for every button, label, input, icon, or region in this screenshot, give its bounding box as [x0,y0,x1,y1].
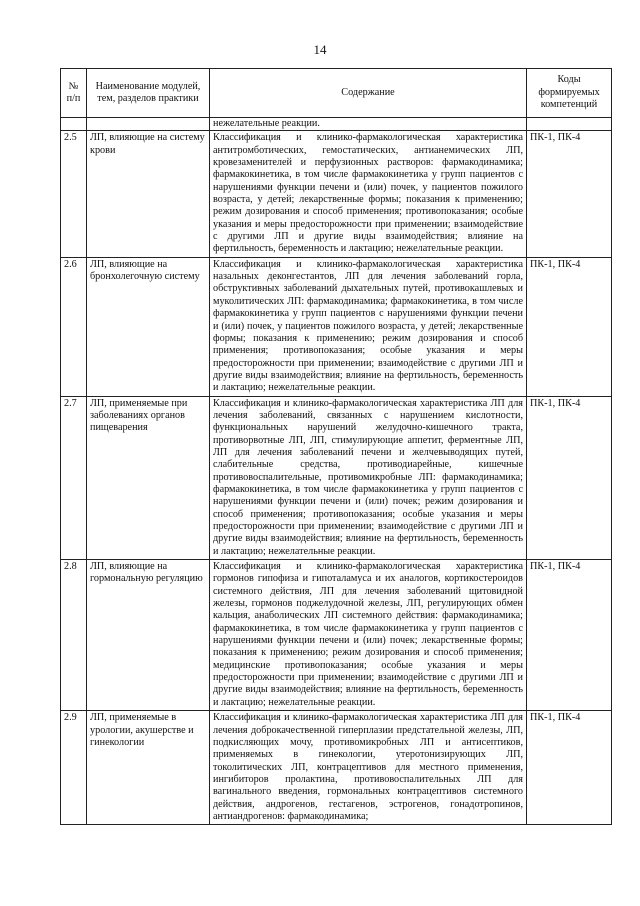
cell-num: 2.7 [61,396,87,559]
cell-codes: ПК-1, ПК-4 [527,257,612,396]
cell-module: ЛП, влияющие на систему крови [87,131,210,257]
cell-content: Классификация и клинико-фармакологическая характеристика ЛП для лечения доброкачественной гиперплазии предстательной железы, ЛП, подкисляющих мочу, противомикробных ЛП и антисептиков, применяемых в гинекологии, утеротонизирующих ЛП, токолитических ЛП, контрацептивов для местного применения, ингибиторов пролактина, противовоспалительных ЛП для вагинального введения, гормональных контрацептивов системного действия, андрогенов, гестагенов, эстрогенов, гонадотропинов, антиандрогенов: фармакодинамика; [210,711,527,825]
cell-content: Классификация и клинико-фармакологическая характеристика антитромботических, гемостатических, антианемических ЛП, кровезаменителей и перфузионных растворов: фармакодинамика; фармакокинетика, в том числе фармакокинетика у групп пациентов с нарушениями функции печени и (или) почек, у пациентов пожилого возраста, у детей; лекарственные формы; показания к применению; режим дозирования и способ применения; противопоказания; особые указания и меры предосторожности при применении; взаимодействие с другими ЛП и другие виды взаимодействия; влияние на фертильность, беременность и лактацию; нежелательные реакции. [210,131,527,257]
table-row [61,257,612,396]
table-row [61,131,612,257]
cell-content: Классификация и клинико-фармакологическая характеристика назальных деконгестантов, ЛП для лечения заболеваний горла, обструктивных заболеваний дыхательных путей, противокашлевых и муколитических ЛП: фармакодинамика; фармакокинетика, в том числе фармакокинетика у групп пациентов с нарушениями функции печени и (или) почек, у пациентов пожилого возраста, у детей; лекарственные формы; показания к применению; режим дозирования и способ применения; противопоказания; особые указания и меры предосторожности при применении; взаимодействие с другими ЛП и другие виды взаимодействия; влияние на фертильность, беременность и лактацию; нежелательные реакции. [210,257,527,396]
cell-num: 2.6 [61,257,87,396]
cell-codes: ПК-1, ПК-4 [527,131,612,257]
cell-module: ЛП, влияющие на бронхолегочную систему [87,257,210,396]
cell-num [61,118,87,131]
curriculum-table [60,68,612,825]
header-num: № п/п [61,69,87,118]
cell-num: 2.5 [61,131,87,257]
table-row [61,560,612,711]
table-row [61,396,612,559]
cell-codes [527,118,612,131]
cell-num: 2.9 [61,711,87,825]
cell-content: Классификация и клинико-фармакологическая характеристика ЛП для лечения заболеваний, связанных с нарушением кислотности, функциональных нарушений желудочно-кишечного тракта, противорвотные ЛП, ЛП, стимулирующие аппетит, ферментные ЛП, ЛП для лечения заболеваний печени и желчевыводящих путей, слабительные средства, противодиарейные, кишечные противовоспалительные, противомикробные ЛП: фармакодинамика; фармакокинетика, в том числе фармакокинетика у групп пациентов с нарушениями функции печени и (или) почек; режим дозирования и способ применения; противопоказания; особые указания и меры предосторожности при применении; взаимодействие с другими ЛП и другие виды взаимодействия; влияние на фертильность, беременность и лактацию; нежелательные реакции. [210,396,527,559]
cell-codes: ПК-1, ПК-4 [527,711,612,825]
cell-module: ЛП, применяемые при заболеваниях органов пищеварения [87,396,210,559]
header-module: Наименование модулей, тем, разделов практики [87,69,210,118]
table-row-continuation [61,118,612,131]
table-row [61,711,612,825]
cell-num: 2.8 [61,560,87,711]
page-number: 14 [313,42,327,57]
header-content: Содержание [210,69,527,118]
cell-content: Классификация и клинико-фармакологическая характеристика гормонов гипофиза и гипоталамуса и их аналогов, кортикостероидов системного действия, ЛП для лечения заболеваний щитовидной железы, гормонов поджелудочной железы, ЛП, регулирующих обмен кальция, анаболических ЛП системного действия: фармакодинамика; фармакокинетика, в том числе фармакокинетика у групп пациентов с нарушениями функции печени и (или) почек; лекарственные формы; показания к применению; режим дозирования и способ применения; медицинские противопоказания; особые указания и меры предосторожности при применении; взаимодействие с другими ЛП и другие виды взаимодействия; влияние на фертильность, беременность и лактацию; нежелательные реакции. [210,560,527,711]
cell-content: нежелательные реакции. [210,118,527,131]
header-codes: Коды формируемых компетенций [527,69,612,118]
cell-codes: ПК-1, ПК-4 [527,560,612,711]
cell-codes: ПК-1, ПК-4 [527,396,612,559]
cell-module [87,118,210,131]
cell-module: ЛП, применяемые в урологии, акушерстве и гинекологии [87,711,210,825]
cell-module: ЛП, влияющие на гормональную регуляцию [87,560,210,711]
table-header-row [61,69,612,118]
